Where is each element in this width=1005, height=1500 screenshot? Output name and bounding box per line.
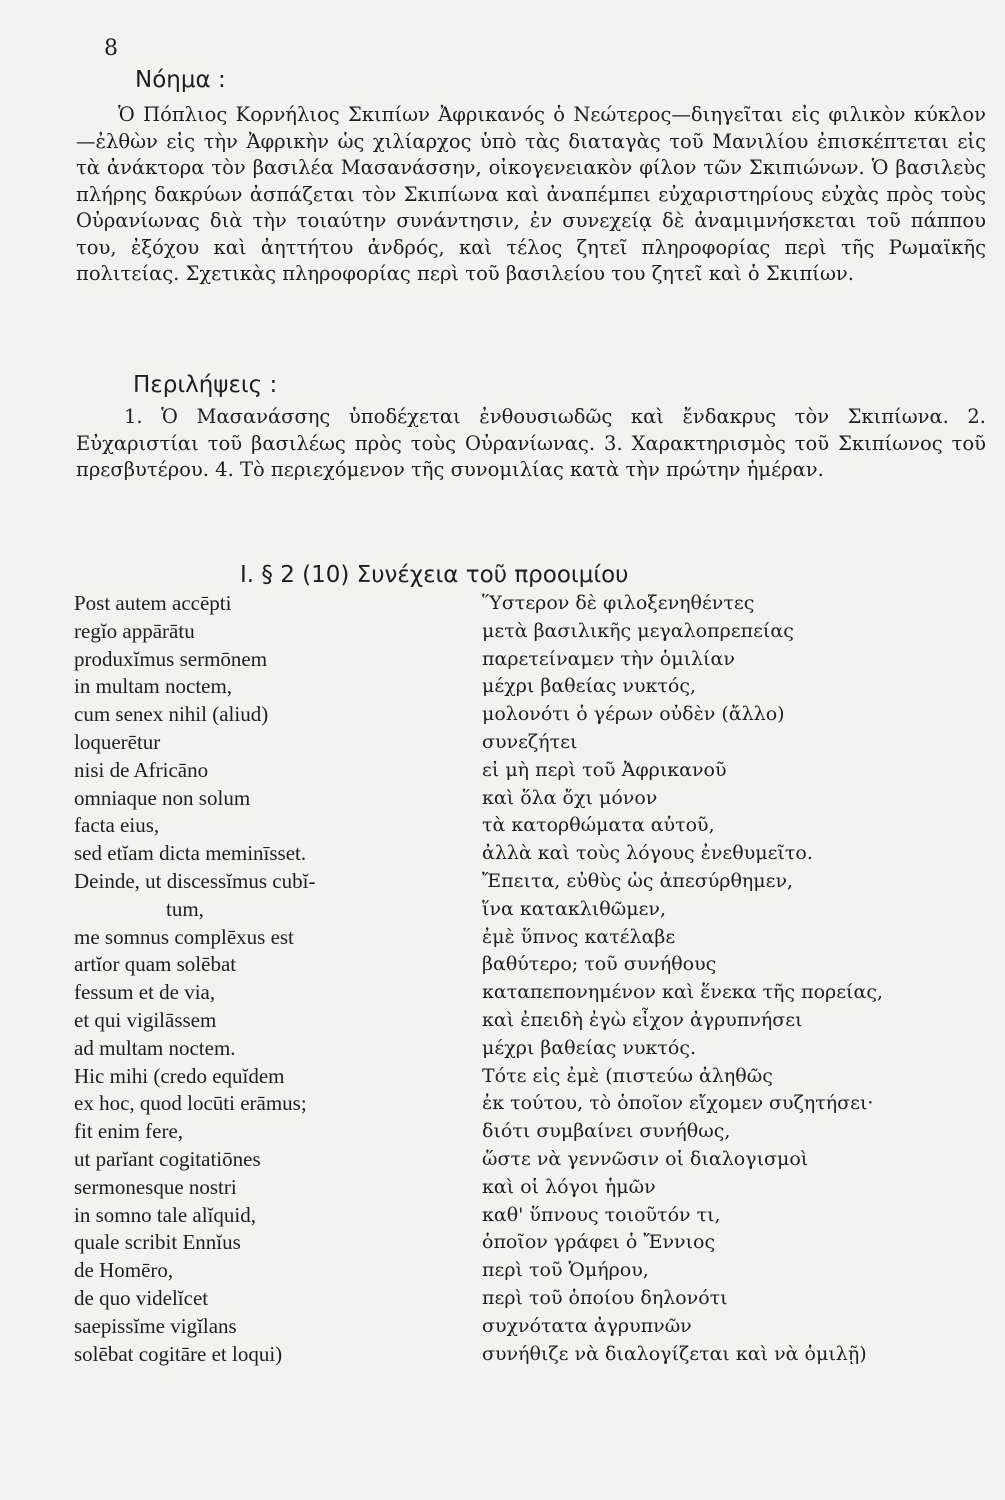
- greek-line: Τότε εἰς ἐμὲ (πιστεύω ἀληθῶς: [482, 1064, 773, 1087]
- greek-line: καταπεπονημένον καὶ ἕνεκα τῆς πορείας,: [482, 981, 884, 1004]
- noima-paragraph: Ὁ Πόπλιος Κορνήλιος Σκιπίων Ἀφρικανός ὁ Νεώτερος—διηγεῖται εἰς φιλικὸν κύκλον—ἐλθὼν εἰς τὴν Ἀφρικὴν ὡς χιλίαρχος ὑπὸ τὰς διαταγὰς τοῦ Μανιλίου ἐπισκέπτεται εἰς τὰ ἀνάκτορα τὸν βασιλέα Μασανάσσην, οἰκογενειακὸν φίλον τῶν Σκιπιώνων. Ὁ βασιλεὺς πλήρης δακρύων ἀσπάζεται τὸν Σκιπίωνα καὶ ἀναπέμπει εὐχαριστηρίους εὐχὰς πρὸς τοὺς Οὐρανίωνας διὰ τὴν τοιαύτην συνάντησιν, ἐν συνεχείᾳ δὲ ἀναμιμνήσκεται τοῦ πάππου του, ἐξόχου καὶ ἀηττήτου ἀνδρός, καὶ τέλος ζητεῖ πληροφορίας περὶ τῆς Ρωμαϊκῆς πολιτείας. Σχετικὰς πληροφορίας περὶ τοῦ βασιλείου του ζητεῖ καὶ ὁ Σκιπίων.: [76, 103, 986, 285]
- greek-line: ἵνα κατακλιθῶμεν,: [482, 897, 666, 920]
- perilipseis-paragraph: 1. Ὁ Μασανάσσης ὑποδέχεται ἐνθουσιωδῶς καὶ ἔνδακρυς τὸν Σκιπίωνα. 2. Εὐχαριστίαι τοῦ βασιλέως πρὸς τοὺς Οὐρανίωνας. 3. Χαρακτηρισμὸς τοῦ Σκιπίωνος τοῦ πρεσβυτέρου. 4. Τὸ περιεχόμενον τῆς συνομιλίας κατὰ τὴν πρώτην ἡμέραν.: [76, 405, 986, 481]
- latin-line: artĭor quam solēbat: [74, 952, 237, 977]
- page-number: 8: [104, 36, 118, 61]
- latin-line: ut parĭant cogitatiōnes: [74, 1146, 261, 1171]
- latin-line: saepissĭme vigĭlans: [74, 1313, 237, 1338]
- greek-line: μέχρι βαθείας νυκτός.: [482, 1036, 697, 1059]
- latin-line: ad multam noctem.: [74, 1035, 236, 1060]
- greek-line: συχνότατα ἀγρυπνῶν: [482, 1314, 692, 1337]
- latin-line: omniaque non solum: [74, 785, 251, 810]
- greek-line: ἐμὲ ὕπνος κατέλαβε: [482, 925, 676, 948]
- latin-line: in somno tale alĭquid,: [74, 1202, 256, 1227]
- latin-line: Hic mihi (credo equĭdem: [74, 1063, 285, 1088]
- latin-line: cum senex nihil (aliud): [74, 702, 269, 727]
- latin-line: de Homēro,: [74, 1258, 174, 1283]
- greek-line: τὰ κατορθώματα αὐτοῦ,: [482, 814, 715, 837]
- latin-line: facta eius,: [74, 813, 160, 838]
- greek-line: εἰ μὴ περὶ τοῦ Ἀφρικανοῦ: [482, 758, 727, 781]
- greek-line: καὶ ἐπειδὴ ἐγὼ εἶχον ἀγρυπνήσει: [482, 1008, 803, 1031]
- greek-line: βαθύτερο; τοῦ συνήθους: [482, 953, 717, 976]
- latin-line: in multam noctem,: [74, 674, 233, 699]
- greek-line: συνεζήτει: [482, 730, 578, 753]
- latin-line: sed etĭam dicta meminīsset.: [74, 841, 307, 866]
- greek-line: μετὰ βασιλικῆς μεγαλοπρεπείας: [482, 619, 794, 642]
- section-heading: I. § 2 (10) Συνέχεια τοῦ προοιμίου: [240, 562, 629, 588]
- perilipseis-heading: Περιλήψεις :: [133, 372, 278, 398]
- latin-text-column: [74, 590, 315, 1368]
- greek-line: μολονότι ὁ γέρων οὐδὲν (ἄλλο): [482, 703, 785, 726]
- noima-heading: Νόημα :: [135, 67, 226, 93]
- greek-line: παρετείναμεν τὴν ὁμιλίαν: [482, 647, 735, 670]
- latin-line: fit enim fere,: [74, 1119, 184, 1144]
- latin-line: loquerētur: [74, 729, 161, 754]
- greek-line: ὥστε νὰ γεννῶσιν οἱ διαλογισμοὶ: [482, 1147, 809, 1170]
- greek-translation-column: [482, 590, 883, 1368]
- greek-line: Ἔπειτα, εὐθὺς ὡς ἀπεσύρθημεν,: [482, 869, 794, 892]
- latin-line: tum,: [166, 896, 204, 921]
- latin-line: regĭo appārātu: [74, 618, 195, 643]
- latin-line: sermonesque nostri: [74, 1174, 237, 1199]
- greek-line: περὶ τοῦ ὁποίου δηλονότι: [482, 1286, 728, 1309]
- latin-line: ex hoc, quod locūti erāmus;: [74, 1091, 307, 1116]
- latin-line: et qui vigilāssem: [74, 1007, 217, 1032]
- greek-line: ὁποῖον γράφει ὁ Ἔννιος: [482, 1231, 716, 1254]
- latin-line: produxĭmus sermōnem: [74, 646, 268, 671]
- greek-line: συνήθιζε νὰ διαλογίζεται καὶ νὰ ὁμιλῇ): [482, 1342, 867, 1365]
- latin-line: nisi de Africāno: [74, 757, 209, 782]
- latin-line: me somnus complēxus est: [74, 924, 294, 949]
- greek-line: καθ' ὕπνους τοιοῦτόν τι,: [482, 1203, 721, 1226]
- latin-line: solēbat cogitāre et loqui): [74, 1341, 283, 1366]
- greek-line: διότι συμβαίνει συνήθως,: [482, 1120, 731, 1143]
- greek-line: καὶ οἱ λόγοι ἡμῶν: [482, 1175, 656, 1198]
- latin-line: Post autem accēpti: [74, 591, 232, 615]
- greek-line: μέχρι βαθείας νυκτός,: [482, 675, 697, 698]
- greek-line: ἀλλὰ καὶ τοὺς λόγους ἐνεθυμεῖτο.: [482, 842, 813, 865]
- greek-line: Ὕστερον δὲ φιλοξενηθέντες: [482, 592, 755, 614]
- latin-line: de quo videlĭcet: [74, 1285, 209, 1310]
- latin-line: Deinde, ut discessĭmus cubĭ-: [74, 868, 316, 893]
- greek-line: περὶ τοῦ Ὁμήρου,: [482, 1259, 649, 1282]
- latin-line: fessum et de via,: [74, 980, 216, 1005]
- latin-line: quale scribit Ennĭus: [74, 1230, 241, 1255]
- greek-line: ἐκ τούτου, τὸ ὁποῖον εἴχομεν συζητήσει·: [482, 1092, 874, 1115]
- greek-line: καὶ ὅλα ὄχι μόνον: [482, 786, 658, 809]
